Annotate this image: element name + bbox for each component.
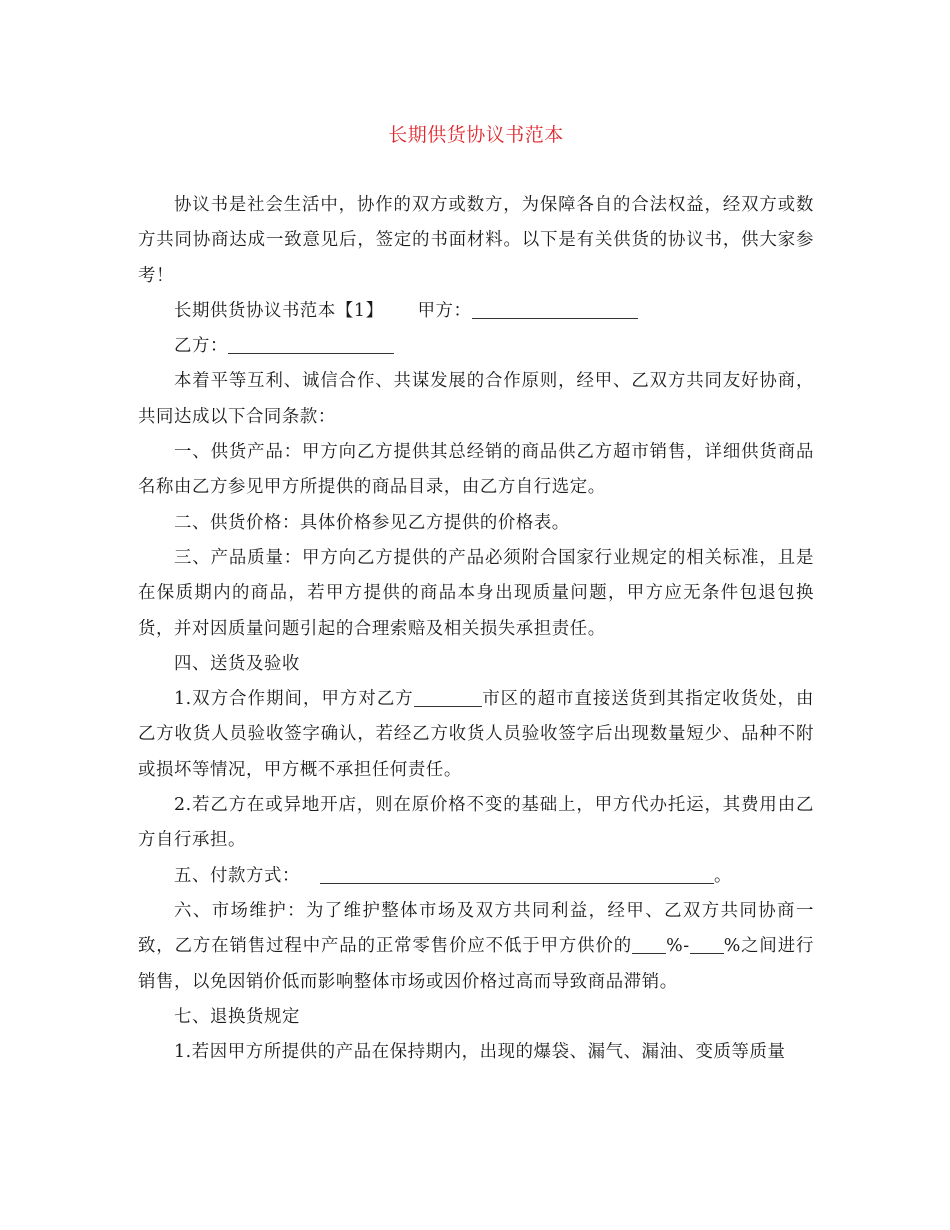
clause-2: 二、供货价格：具体价格参见乙方提供的价格表。 — [174, 512, 570, 533]
preamble-paragraph: 本着平等互利、诚信合作、共谋发展的合作原则，经甲、乙双方共同友好协商，共同达成以下合同条款： — [138, 371, 814, 427]
clause-6-rest: %之间进行销售，以免因销价低而影响整体市场或因价格过高而导致商品滞销。 — [138, 936, 815, 992]
party-b-label: 乙方： — [174, 336, 228, 357]
city-blank — [414, 686, 482, 707]
sample-heading-line — [138, 294, 814, 329]
payment-blank — [320, 863, 714, 884]
intro-paragraph: 协议书是社会生活中，协作的双方或数方，为保障各自的合法权益，经双方或数方共同协商达成一致意见后，签定的书面材料。以下是有关供货的协议书，供大家参考！ — [138, 195, 814, 286]
clause-1: 一、供货产品：甲方向乙方提供其总经销的商品供乙方超市销售，详细供货商品名称由乙方参见甲方所提供的商品目录，由乙方自行选定。 — [138, 442, 814, 498]
clause-3: 三、产品质量：甲方向乙方提供的产品必须附合国家行业规定的相关标准，且是在保质期内的商品，若甲方提供的商品本身出现质量问题，甲方应无条件包退包换货，并对因质量问题引起的合理索赔及相关损失承担责任。 — [138, 547, 814, 639]
document-title: 长期供货协议书范本 — [388, 124, 564, 146]
clause-6-mid: %- — [666, 936, 690, 957]
clause-6-start: 六、市场维护：为了维护整体市场及双方共同利益，经甲、乙双方共同协商一致，乙方在销售过程中产品的正常零售价应不低于甲方供价的 — [138, 900, 814, 957]
clause-7-1: 1.若因甲方所提供的产品在保持期内，出现的爆袋、漏气、漏油、变质等质量 — [174, 1042, 786, 1063]
clause-6 — [138, 894, 814, 1000]
party-a-label: 甲方： — [417, 300, 472, 321]
party-b-blank — [228, 333, 394, 354]
party-b-line — [138, 329, 814, 364]
clause-5-end: 。 — [713, 865, 732, 886]
percent-high-blank — [690, 933, 724, 954]
percent-low-blank — [632, 933, 666, 954]
clause-4-heading: 四、送货及验收 — [174, 653, 300, 674]
clause-4-1-rest: 市区的超市直接送货到其指定收货处，由乙方收货人员验收签字确认，若经乙方收货人员验收签字后出现数量短少、品种不附或损坏等情况，甲方概不承担任何责任。 — [138, 689, 814, 780]
clause-4-1 — [138, 682, 814, 788]
clause-4-1-start: 1.双方合作期间，甲方对乙方 — [174, 689, 414, 710]
document-body — [138, 188, 814, 1070]
clause-4-2: 2.若乙方在或异地开店，则在原价格不变的基础上，甲方代办托运，其费用由乙方自行承担。 — [138, 795, 814, 851]
clause-7-heading: 七、退换货规定 — [174, 1006, 300, 1027]
clause-5-label: 五、付款方式： — [174, 865, 300, 886]
clause-5 — [138, 859, 814, 894]
party-a-blank — [472, 298, 638, 319]
sample-heading: 长期供货协议书范本【1】 — [174, 300, 384, 321]
